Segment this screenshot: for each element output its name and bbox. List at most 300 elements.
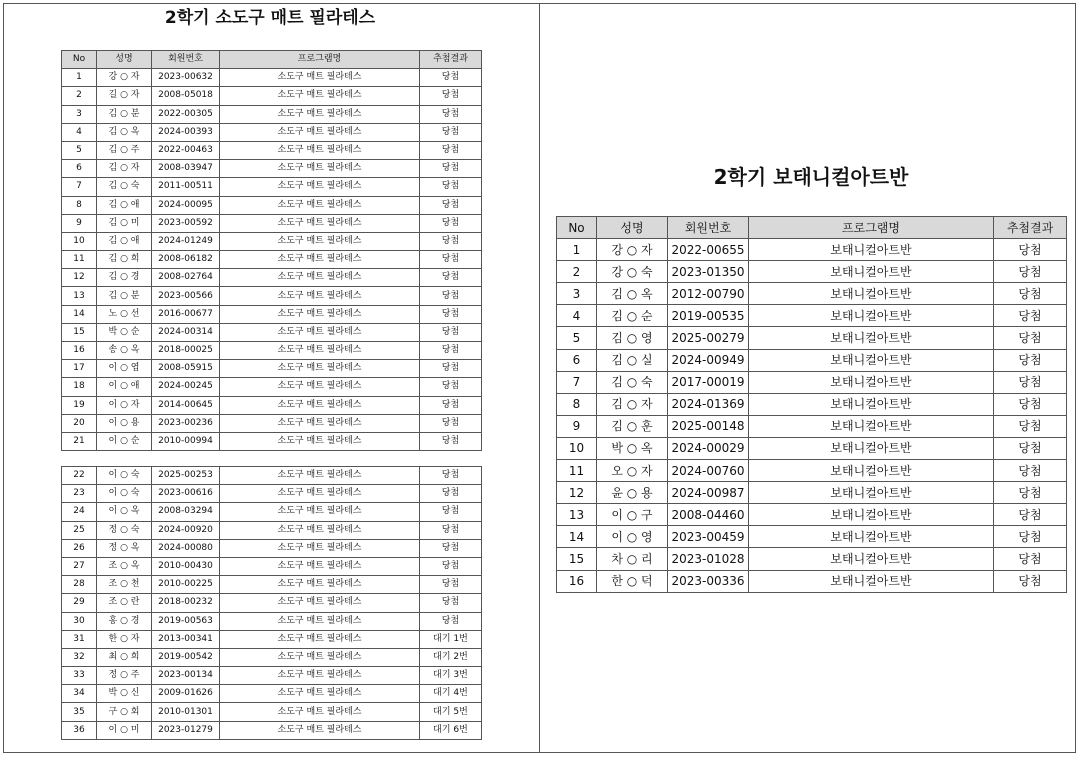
cell-name: 이 ○ 애	[97, 378, 152, 396]
table-row	[62, 432, 482, 450]
cell-program: 보태니컬아트반	[749, 460, 994, 482]
cell-name: 이 ○ 영	[597, 526, 668, 548]
cell-program: 소도구 매트 필라테스	[220, 251, 420, 269]
cell-no: 9	[62, 214, 97, 232]
cell-name: 이 ○ 엽	[97, 360, 152, 378]
cell-no: 9	[557, 415, 597, 437]
table-row	[62, 503, 482, 521]
cell-program: 소도구 매트 필라테스	[220, 721, 420, 739]
cell-name: 이 ○ 옥	[97, 503, 152, 521]
cell-member-id: 2022-00463	[152, 141, 220, 159]
cell-no: 15	[62, 323, 97, 341]
cell-program: 소도구 매트 필라테스	[220, 667, 420, 685]
cell-result: 당첨	[994, 482, 1067, 504]
cell-no: 1	[557, 239, 597, 261]
table-header-row	[557, 217, 1067, 239]
cell-name: 김 ○ 희	[97, 251, 152, 269]
col-header-name: 성명	[597, 217, 668, 239]
cell-name: 강 ○ 숙	[597, 261, 668, 283]
cell-result: 당첨	[994, 570, 1067, 592]
cell-member-id: 2019-00563	[152, 612, 220, 630]
cell-no: 15	[557, 548, 597, 570]
cell-no: 16	[62, 342, 97, 360]
cell-member-id: 2024-00393	[152, 123, 220, 141]
cell-member-id: 2024-00095	[152, 196, 220, 214]
table-row	[557, 415, 1067, 437]
cell-name: 이 ○ 구	[597, 504, 668, 526]
cell-result: 당첨	[420, 414, 482, 432]
cell-program: 소도구 매트 필라테스	[220, 503, 420, 521]
cell-result: 당첨	[420, 105, 482, 123]
cell-result: 당첨	[420, 141, 482, 159]
cell-program: 소도구 매트 필라테스	[220, 305, 420, 323]
cell-name: 조 ○ 천	[97, 576, 152, 594]
table-row	[557, 570, 1067, 592]
table-row	[62, 648, 482, 666]
cell-member-id: 2008-05018	[152, 87, 220, 105]
cell-no: 6	[62, 160, 97, 178]
cell-result: 당첨	[420, 269, 482, 287]
cell-name: 김 ○ 순	[597, 305, 668, 327]
table-row	[62, 360, 482, 378]
cell-no: 19	[62, 396, 97, 414]
cell-member-id: 2023-00632	[152, 69, 220, 87]
cell-program: 소도구 매트 필라테스	[220, 69, 420, 87]
table-row	[62, 342, 482, 360]
cell-member-id: 2023-01350	[668, 261, 749, 283]
cell-member-id: 2014-00645	[152, 396, 220, 414]
table-row	[62, 214, 482, 232]
cell-member-id: 2010-01301	[152, 703, 220, 721]
cell-member-id: 2023-00459	[668, 526, 749, 548]
cell-name: 김 ○ 자	[597, 393, 668, 415]
table-row	[557, 283, 1067, 305]
cell-no: 8	[62, 196, 97, 214]
cell-program: 소도구 매트 필라테스	[220, 232, 420, 250]
cell-result: 당첨	[994, 349, 1067, 371]
cell-name: 김 ○ 애	[97, 196, 152, 214]
table-row	[62, 287, 482, 305]
cell-program: 소도구 매트 필라테스	[220, 105, 420, 123]
pilates-table-body-part2	[62, 467, 482, 740]
cell-member-id: 2024-00080	[152, 539, 220, 557]
table-row	[62, 467, 482, 485]
cell-name: 이 ○ 숙	[97, 467, 152, 485]
cell-result: 당첨	[420, 251, 482, 269]
cell-name: 이 ○ 미	[97, 721, 152, 739]
table-header-row	[62, 51, 482, 69]
cell-name: 강 ○ 자	[597, 239, 668, 261]
table-row	[62, 160, 482, 178]
table-row	[557, 261, 1067, 283]
cell-no: 11	[62, 251, 97, 269]
cell-program: 소도구 매트 필라테스	[220, 521, 420, 539]
cell-name: 김 ○ 영	[597, 327, 668, 349]
col-header-program: 프로그램명	[220, 51, 420, 69]
cell-result: 당첨	[994, 526, 1067, 548]
cell-result: 당첨	[420, 612, 482, 630]
table-row	[62, 232, 482, 250]
cell-member-id: 2008-03294	[152, 503, 220, 521]
cell-name: 윤 ○ 용	[597, 482, 668, 504]
cell-name: 정 ○ 숙	[97, 521, 152, 539]
cell-result: 당첨	[420, 214, 482, 232]
cell-program: 소도구 매트 필라테스	[220, 485, 420, 503]
col-header-member-id: 회원번호	[152, 51, 220, 69]
cell-program: 소도구 매트 필라테스	[220, 87, 420, 105]
cell-program: 보태니컬아트반	[749, 371, 994, 393]
cell-name: 박 ○ 옥	[597, 437, 668, 459]
cell-result: 당첨	[420, 432, 482, 450]
cell-member-id: 2025-00253	[152, 467, 220, 485]
cell-no: 7	[557, 371, 597, 393]
cell-name: 이 ○ 용	[97, 414, 152, 432]
cell-name: 정 ○ 옥	[97, 539, 152, 557]
cell-program: 소도구 매트 필라테스	[220, 414, 420, 432]
cell-result: 당첨	[420, 576, 482, 594]
table-row	[557, 460, 1067, 482]
cell-member-id: 2023-00616	[152, 485, 220, 503]
cell-program: 보태니컬아트반	[749, 349, 994, 371]
table-row	[62, 178, 482, 196]
cell-name: 조 ○ 옥	[97, 557, 152, 575]
cell-program: 보태니컬아트반	[749, 261, 994, 283]
cell-result: 당첨	[994, 261, 1067, 283]
table-row	[62, 105, 482, 123]
table-row	[62, 667, 482, 685]
cell-name: 김 ○ 옥	[97, 123, 152, 141]
cell-name: 구 ○ 회	[97, 703, 152, 721]
cell-program: 소도구 매트 필라테스	[220, 123, 420, 141]
cell-no: 10	[557, 437, 597, 459]
cell-member-id: 2023-00134	[152, 667, 220, 685]
cell-result: 당첨	[420, 196, 482, 214]
cell-no: 7	[62, 178, 97, 196]
cell-member-id: 2008-03947	[152, 160, 220, 178]
cell-member-id: 2024-00949	[668, 349, 749, 371]
cell-program: 보태니컬아트반	[749, 239, 994, 261]
table-row	[62, 521, 482, 539]
cell-name: 김 ○ 숙	[597, 371, 668, 393]
cell-program: 소도구 매트 필라테스	[220, 396, 420, 414]
cell-member-id: 2008-02764	[152, 269, 220, 287]
col-header-member-id: 회원번호	[668, 217, 749, 239]
cell-result: 대기 6번	[420, 721, 482, 739]
cell-no: 6	[557, 349, 597, 371]
cell-member-id: 2024-00920	[152, 521, 220, 539]
cell-name: 박 ○ 순	[97, 323, 152, 341]
cell-program: 소도구 매트 필라테스	[220, 287, 420, 305]
table-row	[62, 251, 482, 269]
cell-member-id: 2017-00019	[668, 371, 749, 393]
cell-result: 당첨	[420, 323, 482, 341]
cell-no: 4	[557, 305, 597, 327]
cell-no: 14	[557, 526, 597, 548]
table-row	[557, 349, 1067, 371]
cell-result: 당첨	[420, 378, 482, 396]
table-row	[62, 539, 482, 557]
cell-member-id: 2010-00225	[152, 576, 220, 594]
cell-no: 25	[62, 521, 97, 539]
table-row	[62, 612, 482, 630]
cell-program: 소도구 매트 필라테스	[220, 576, 420, 594]
cell-member-id: 2024-01369	[668, 393, 749, 415]
table-row	[557, 393, 1067, 415]
cell-program: 보태니컬아트반	[749, 548, 994, 570]
table-row	[62, 594, 482, 612]
table-row	[62, 685, 482, 703]
cell-no: 1	[62, 69, 97, 87]
cell-member-id: 2008-04460	[668, 504, 749, 526]
cell-result: 당첨	[420, 557, 482, 575]
cell-member-id: 2025-00148	[668, 415, 749, 437]
cell-member-id: 2019-00535	[668, 305, 749, 327]
cell-result: 당첨	[420, 87, 482, 105]
cell-program: 소도구 매트 필라테스	[220, 160, 420, 178]
cell-no: 17	[62, 360, 97, 378]
cell-result: 당첨	[994, 283, 1067, 305]
cell-program: 소도구 매트 필라테스	[220, 323, 420, 341]
cell-name: 김 ○ 분	[97, 105, 152, 123]
cell-program: 소도구 매트 필라테스	[220, 648, 420, 666]
cell-member-id: 2008-06182	[152, 251, 220, 269]
cell-program: 소도구 매트 필라테스	[220, 685, 420, 703]
cell-no: 33	[62, 667, 97, 685]
cell-name: 김 ○ 애	[97, 232, 152, 250]
pilates-table-body-part1	[62, 69, 482, 451]
cell-program: 소도구 매트 필라테스	[220, 630, 420, 648]
table-row	[62, 721, 482, 739]
cell-member-id: 2018-00232	[152, 594, 220, 612]
cell-program: 소도구 매트 필라테스	[220, 594, 420, 612]
cell-name: 홍 ○ 경	[97, 612, 152, 630]
cell-member-id: 2024-00245	[152, 378, 220, 396]
cell-result: 당첨	[420, 287, 482, 305]
cell-result: 당첨	[420, 305, 482, 323]
cell-result: 당첨	[420, 521, 482, 539]
cell-name: 김 ○ 미	[97, 214, 152, 232]
cell-member-id: 2025-00279	[668, 327, 749, 349]
cell-result: 당첨	[994, 371, 1067, 393]
cell-member-id: 2024-00314	[152, 323, 220, 341]
cell-program: 소도구 매트 필라테스	[220, 539, 420, 557]
cell-no: 18	[62, 378, 97, 396]
table-row	[557, 548, 1067, 570]
cell-no: 32	[62, 648, 97, 666]
cell-name: 송 ○ 옥	[97, 342, 152, 360]
cell-no: 27	[62, 557, 97, 575]
table-row	[62, 196, 482, 214]
cell-member-id: 2023-01279	[152, 721, 220, 739]
col-header-result: 추첨결과	[994, 217, 1067, 239]
botanical-table	[556, 216, 1067, 593]
cell-name: 김 ○ 숙	[97, 178, 152, 196]
cell-program: 소도구 매트 필라테스	[220, 432, 420, 450]
cell-member-id: 2019-00542	[152, 648, 220, 666]
cell-member-id: 2023-01028	[668, 548, 749, 570]
cell-program: 보태니컬아트반	[749, 305, 994, 327]
cell-result: 대기 2번	[420, 648, 482, 666]
cell-program: 소도구 매트 필라테스	[220, 214, 420, 232]
cell-member-id: 2024-01249	[152, 232, 220, 250]
cell-no: 35	[62, 703, 97, 721]
cell-result: 당첨	[994, 415, 1067, 437]
cell-no: 3	[62, 105, 97, 123]
table-row	[62, 703, 482, 721]
cell-result: 당첨	[420, 485, 482, 503]
pilates-table-part1	[61, 50, 482, 451]
cell-result: 대기 4번	[420, 685, 482, 703]
table-row	[557, 504, 1067, 526]
cell-no: 24	[62, 503, 97, 521]
cell-no: 26	[62, 539, 97, 557]
table-row	[62, 378, 482, 396]
cell-result: 대기 3번	[420, 667, 482, 685]
table-row	[62, 396, 482, 414]
cell-result: 당첨	[420, 160, 482, 178]
cell-result: 당첨	[420, 178, 482, 196]
cell-member-id: 2023-00336	[668, 570, 749, 592]
table-row	[62, 557, 482, 575]
cell-name: 박 ○ 신	[97, 685, 152, 703]
page-divider	[539, 3, 540, 753]
cell-no: 31	[62, 630, 97, 648]
cell-no: 29	[62, 594, 97, 612]
cell-no: 22	[62, 467, 97, 485]
cell-member-id: 2023-00566	[152, 287, 220, 305]
cell-no: 11	[557, 460, 597, 482]
cell-member-id: 2024-00760	[668, 460, 749, 482]
cell-program: 소도구 매트 필라테스	[220, 703, 420, 721]
cell-program: 보태니컬아트반	[749, 570, 994, 592]
cell-member-id: 2018-00025	[152, 342, 220, 360]
col-header-no: No	[62, 51, 97, 69]
cell-no: 13	[557, 504, 597, 526]
cell-no: 5	[62, 141, 97, 159]
cell-no: 10	[62, 232, 97, 250]
table-row	[557, 239, 1067, 261]
cell-name: 길 ○ 자	[97, 87, 152, 105]
cell-no: 14	[62, 305, 97, 323]
table-row	[557, 526, 1067, 548]
cell-name: 이 ○ 숙	[97, 485, 152, 503]
cell-no: 12	[62, 269, 97, 287]
cell-result: 당첨	[420, 396, 482, 414]
cell-name: 김 ○ 자	[97, 160, 152, 178]
cell-member-id: 2012-00790	[668, 283, 749, 305]
cell-member-id: 2024-00987	[668, 482, 749, 504]
cell-name: 김 ○ 경	[97, 269, 152, 287]
cell-program: 보태니컬아트반	[749, 504, 994, 526]
table-row	[557, 437, 1067, 459]
cell-member-id: 2023-00236	[152, 414, 220, 432]
col-header-result: 추첨결과	[420, 51, 482, 69]
cell-member-id: 2013-00341	[152, 630, 220, 648]
cell-name: 한 ○ 자	[97, 630, 152, 648]
cell-program: 보태니컬아트반	[749, 415, 994, 437]
cell-result: 당첨	[994, 548, 1067, 570]
cell-program: 소도구 매트 필라테스	[220, 196, 420, 214]
pilates-title: 2학기 소도구 매트 필라테스	[164, 8, 376, 28]
cell-result: 당첨	[994, 305, 1067, 327]
cell-no: 4	[62, 123, 97, 141]
cell-name: 김 ○ 옥	[597, 283, 668, 305]
table-row	[62, 269, 482, 287]
table-row	[62, 87, 482, 105]
table-row	[62, 576, 482, 594]
cell-name: 이 ○ 자	[97, 396, 152, 414]
cell-result: 당첨	[994, 504, 1067, 526]
cell-program: 소도구 매트 필라테스	[220, 269, 420, 287]
cell-no: 13	[62, 287, 97, 305]
cell-program: 소도구 매트 필라테스	[220, 342, 420, 360]
cell-program: 소도구 매트 필라테스	[220, 141, 420, 159]
cell-no: 20	[62, 414, 97, 432]
cell-result: 당첨	[420, 232, 482, 250]
cell-no: 23	[62, 485, 97, 503]
cell-no: 28	[62, 576, 97, 594]
cell-member-id: 2010-00994	[152, 432, 220, 450]
table-row	[62, 69, 482, 87]
cell-no: 2	[557, 261, 597, 283]
cell-member-id: 2010-00430	[152, 557, 220, 575]
cell-name: 노 ○ 선	[97, 305, 152, 323]
table-row	[557, 371, 1067, 393]
cell-no: 34	[62, 685, 97, 703]
cell-member-id: 2008-05915	[152, 360, 220, 378]
cell-no: 3	[557, 283, 597, 305]
cell-name: 정 ○ 주	[97, 667, 152, 685]
cell-member-id: 2022-00305	[152, 105, 220, 123]
cell-program: 소도구 매트 필라테스	[220, 557, 420, 575]
cell-member-id: 2009-01626	[152, 685, 220, 703]
table-row	[557, 482, 1067, 504]
table-row	[62, 305, 482, 323]
table-row	[62, 414, 482, 432]
cell-result: 당첨	[994, 239, 1067, 261]
cell-program: 소도구 매트 필라테스	[220, 360, 420, 378]
cell-program: 보태니컬아트반	[749, 526, 994, 548]
cell-program: 소도구 매트 필라테스	[220, 612, 420, 630]
cell-result: 당첨	[420, 467, 482, 485]
cell-result: 대기 1번	[420, 630, 482, 648]
cell-name: 오 ○ 자	[597, 460, 668, 482]
col-header-name: 성명	[97, 51, 152, 69]
cell-no: 30	[62, 612, 97, 630]
botanical-title: 2학기 보태니컬아트반	[713, 165, 909, 189]
cell-result: 당첨	[420, 594, 482, 612]
cell-program: 소도구 매트 필라테스	[220, 378, 420, 396]
table-row	[62, 630, 482, 648]
cell-name: 김 ○ 실	[597, 349, 668, 371]
cell-name: 김 ○ 주	[97, 141, 152, 159]
cell-program: 보태니컬아트반	[749, 393, 994, 415]
pilates-table-part2	[61, 466, 482, 740]
botanical-table-body	[557, 239, 1067, 593]
col-header-program: 프로그램명	[749, 217, 994, 239]
table-row	[62, 123, 482, 141]
cell-member-id: 2023-00592	[152, 214, 220, 232]
cell-member-id: 2011-00511	[152, 178, 220, 196]
cell-name: 조 ○ 란	[97, 594, 152, 612]
cell-no: 12	[557, 482, 597, 504]
cell-program: 소도구 매트 필라테스	[220, 467, 420, 485]
table-row	[557, 327, 1067, 349]
cell-result: 당첨	[420, 539, 482, 557]
cell-result: 당첨	[994, 327, 1067, 349]
cell-member-id: 2016-00677	[152, 305, 220, 323]
cell-no: 16	[557, 570, 597, 592]
